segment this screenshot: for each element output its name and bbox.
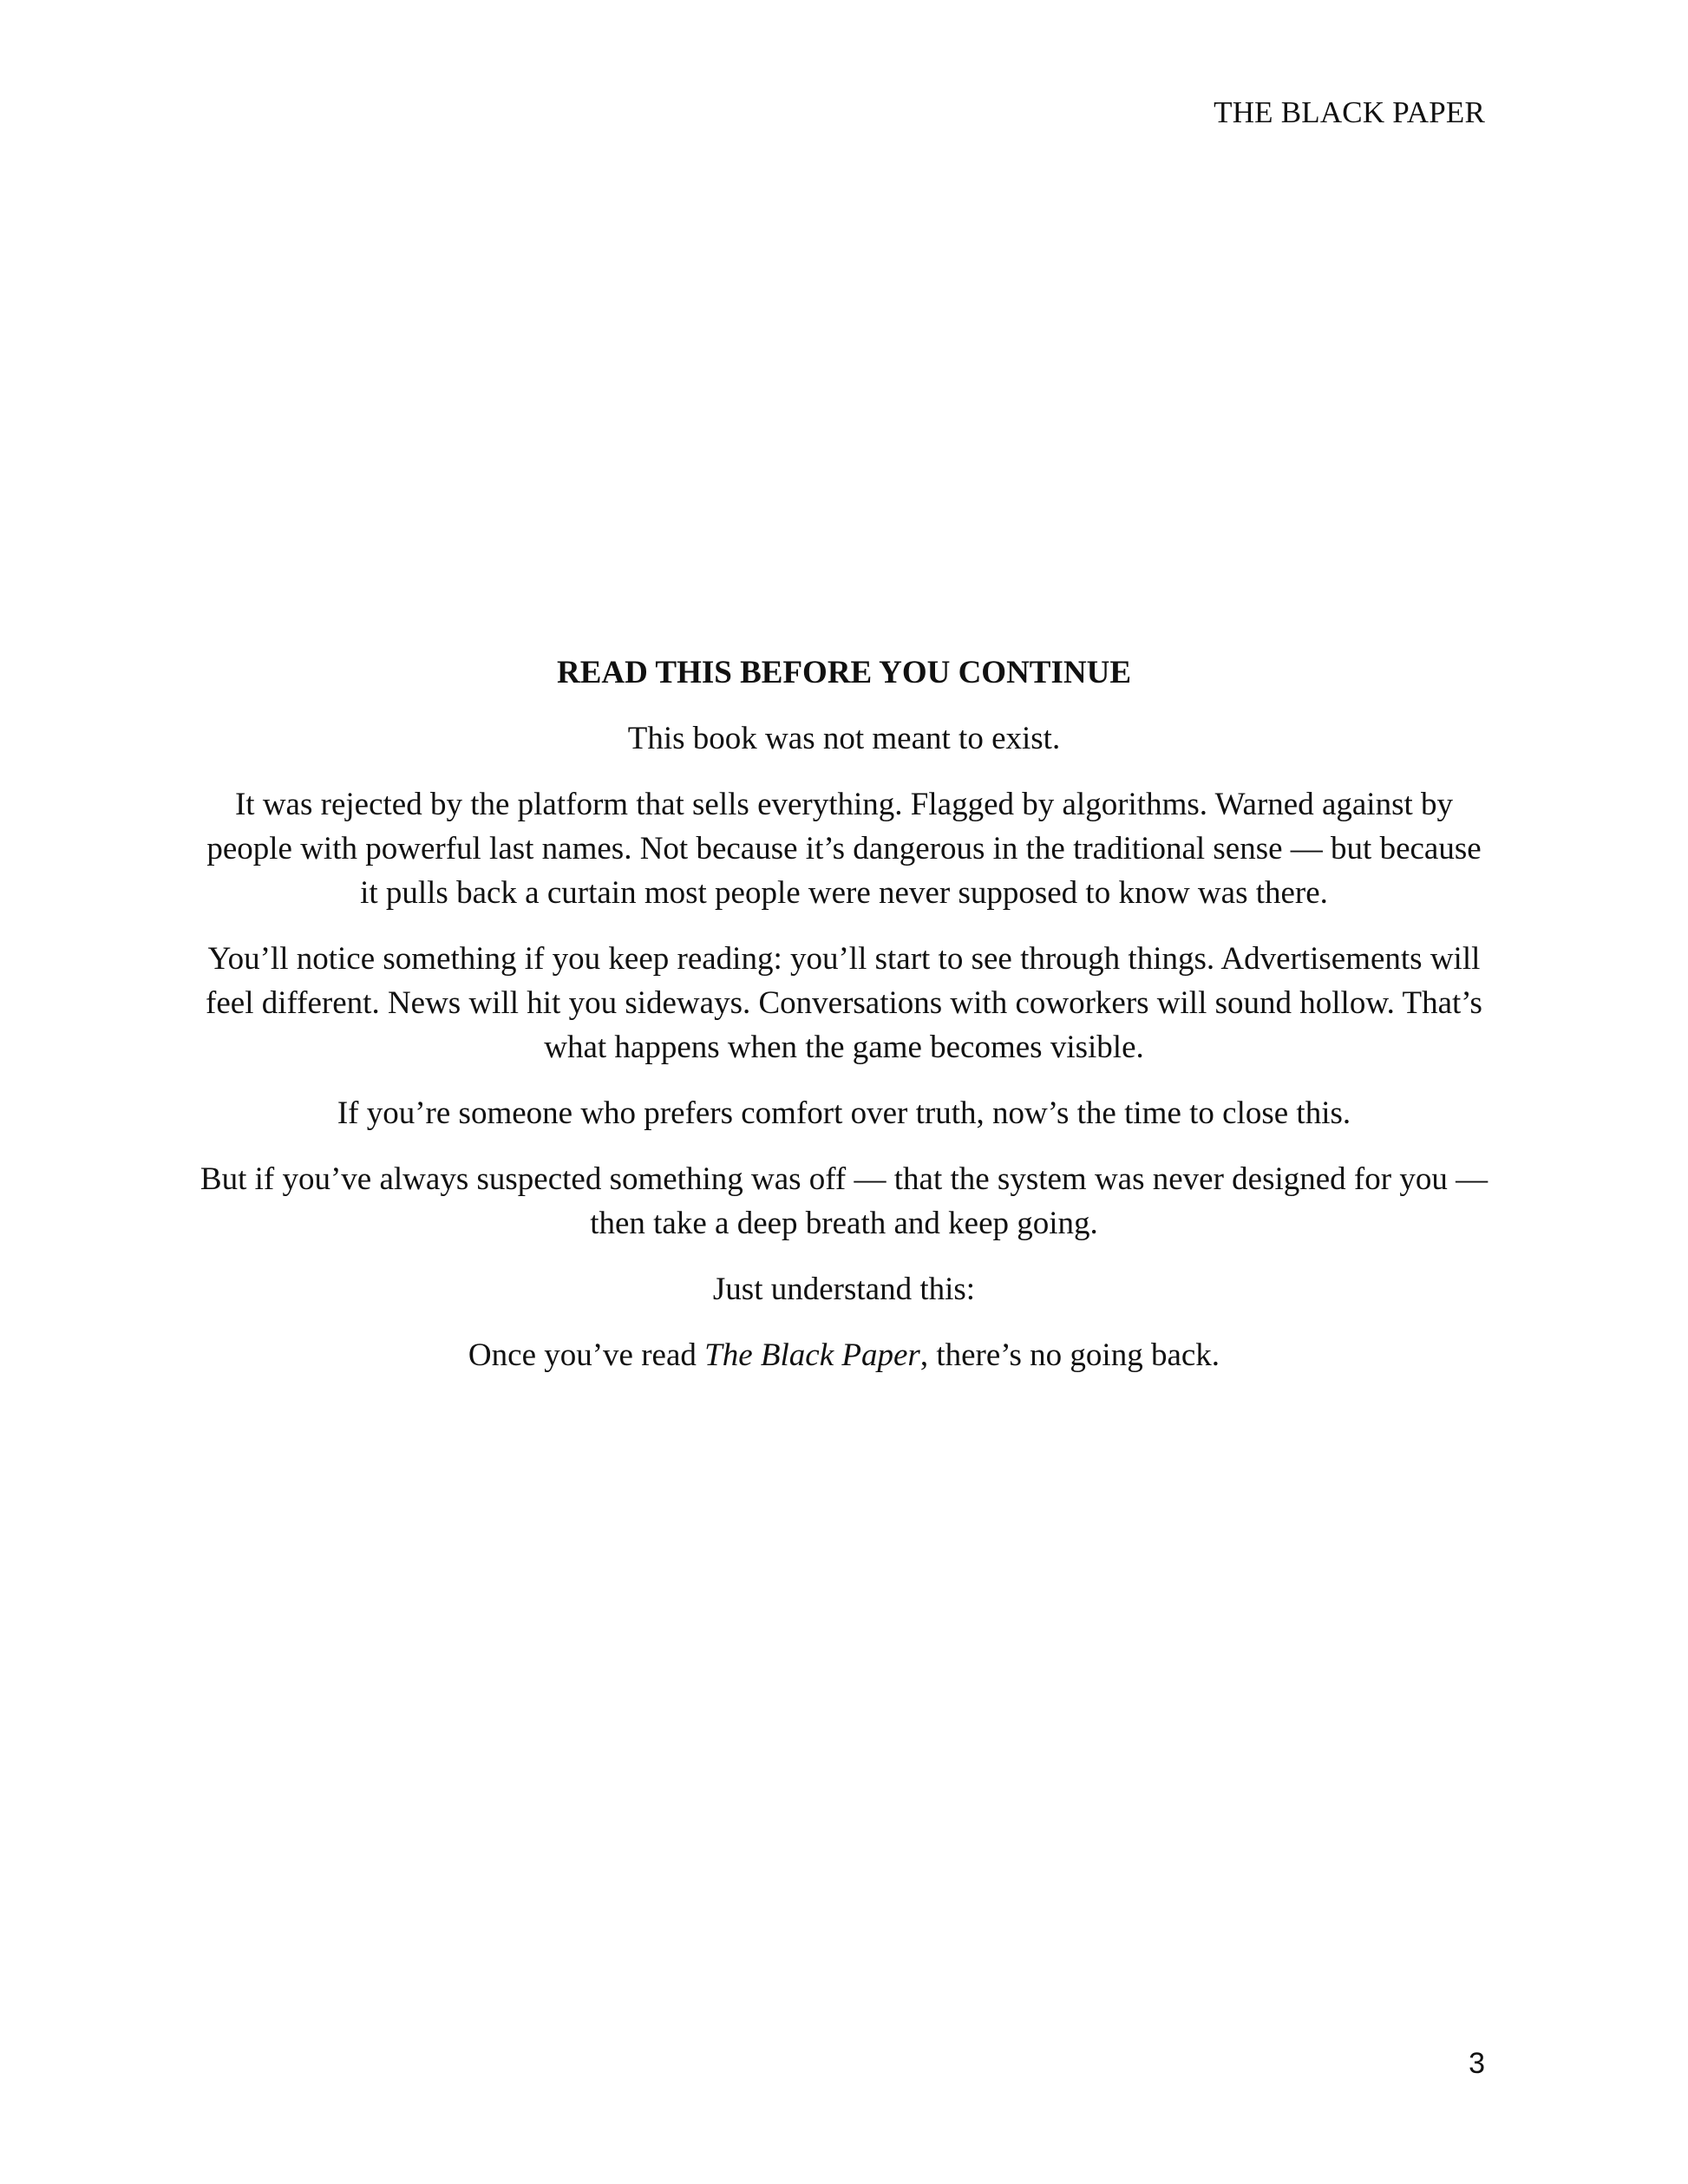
final-paragraph-lead: Once you’ve read	[468, 1337, 705, 1373]
section-heading: READ THIS BEFORE YOU CONTINUE	[556, 655, 1131, 690]
page-number: 3	[1469, 2047, 1485, 2080]
running-header: THE BLACK PAPER	[1214, 95, 1485, 129]
page-body	[196, 652, 1492, 1399]
final-paragraph	[196, 1333, 1492, 1377]
paragraph: But if you’ve always suspected something was off — that the system was never designed for you — then take a deep breath and keep going.	[200, 1161, 1488, 1241]
paragraph: Just understand this:	[712, 1272, 976, 1307]
paragraph: If you’re someone who prefers comfort over truth, now’s the time to close this.	[337, 1095, 1351, 1131]
book-title: The Black Paper	[704, 1337, 920, 1373]
paragraph: This book was not meant to exist.	[627, 721, 1061, 756]
paragraph: You’ll notice something if you keep reading: you’ll start to see through things. Advertisements will feel different. News will hit you sideways. Conversations with coworkers will sound hollow. That’s what happens when the game becomes visible.	[206, 941, 1482, 1065]
paragraph: It was rejected by the platform that sells everything. Flagged by algorithms. Warned against by people with powerful last names. Not because it’s dangerous in the traditional sense — but because it pulls back a curtain most people were never supposed to know was there.	[206, 787, 1482, 911]
final-paragraph-tail: , there’s no going back.	[919, 1337, 1220, 1373]
